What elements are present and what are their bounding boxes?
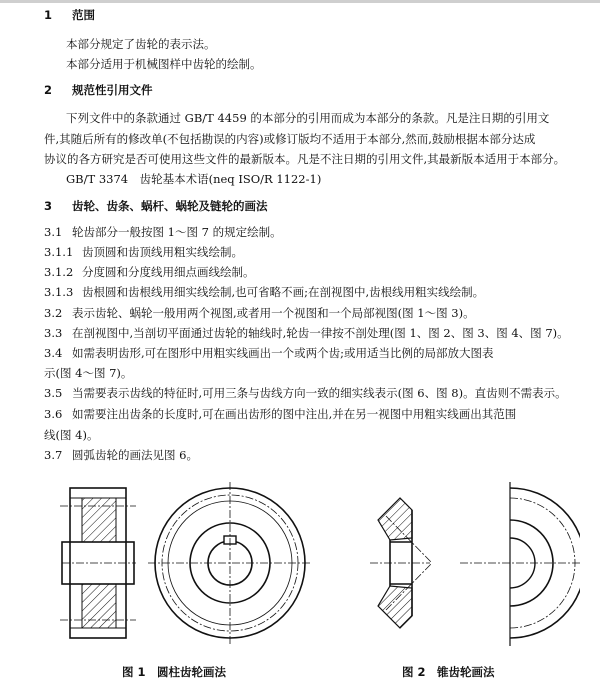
paragraph-line: 下列文件中的条款通过 GB/T 4459 的本部分的引用而成为本部分的条款。凡是注日期的引用文 <box>66 111 550 125</box>
bevel-gear-front-view <box>460 482 580 646</box>
clause-text: 如需要注出齿条的长度时,可在画出齿形的图中注出,并在另一视图中用粗实线画出其范围 <box>72 407 517 421</box>
clause-text: 分度圆和分度线用细点画线绘制。 <box>82 265 255 279</box>
clause-number: 3.5 <box>44 386 63 400</box>
paragraph-line: 协议的各方研究是否可使用这些文件的最新版本。凡是不注日期的引用文件,其最新版本适用于本部分。 <box>44 152 566 166</box>
bevel-gear-section-view <box>370 498 432 628</box>
clause-text: 在剖视图中,当剖切平面通过齿轮的轴线时,轮齿一律按不剖处理(图 1、图 2、图 3、图 4、图 7)。 <box>72 326 569 340</box>
clause-text: 表示齿轮、蜗轮一般用两个视图,或者用一个视图和一个局部视图(图 1～图 3)。 <box>72 306 475 320</box>
clause-number: 3.1 <box>44 225 63 239</box>
clause-number: 3.6 <box>44 407 63 421</box>
clause-number: 3.7 <box>44 448 63 462</box>
section-number: 3 <box>44 199 53 213</box>
clause-text: 齿根圆和齿根线用细实线绘制,也可省略不画;在剖视图中,齿根线用粗实线绘制。 <box>82 285 485 299</box>
figure-1-caption: 图 1 圆柱齿轮画法 <box>122 665 227 679</box>
section-2-heading <box>44 83 153 97</box>
clause-number: 3.2 <box>44 306 63 320</box>
clause-number: 3.1.2 <box>44 265 74 279</box>
paragraph: 本部分适用于机械图样中齿轮的绘制。 <box>66 57 262 71</box>
clause-item <box>44 428 98 442</box>
clause-item <box>44 225 282 239</box>
paragraph-line: 件,其随后所有的修改单(不包括勘误的内容)或修订版均不适用于本部分,然而,鼓励根据本部分达成 <box>44 132 536 146</box>
section-title: 规范性引用文件 <box>72 83 153 97</box>
figure-2-bevel-gear <box>360 480 580 650</box>
clause-item <box>44 285 484 299</box>
section-title: 齿轮、齿条、蜗杆、蜗轮及链轮的画法 <box>72 199 268 213</box>
figure-2-caption: 图 2 锥齿轮画法 <box>402 665 495 679</box>
clause-text: 示(图 4～图 7)。 <box>44 366 133 380</box>
clause-text: 齿顶圆和齿顶线用粗实线绘制。 <box>82 245 243 259</box>
clause-item <box>44 366 132 380</box>
clause-item <box>44 386 567 400</box>
clause-text: 线(图 4)。 <box>44 428 99 442</box>
top-border <box>0 0 600 3</box>
gear-section-view <box>60 488 136 638</box>
gear-front-view <box>148 482 310 646</box>
clause-number: 3.3 <box>44 326 63 340</box>
normative-reference: GB/T 3374 齿轮基本术语(neq ISO/R 1122-1) <box>66 172 322 186</box>
clause-item <box>44 326 569 340</box>
clause-text: 当需要表示齿线的特征时,可用三条与齿线方向一致的细实线表示(图 6、图 8)。直齿则不需表示。 <box>72 386 567 400</box>
clause-item <box>44 448 198 462</box>
clause-item <box>44 407 516 421</box>
clause-item <box>44 245 243 259</box>
clause-text: 如需表明齿形,可在图形中用粗实线画出一个或两个齿;或用适当比例的局部放大图表 <box>72 346 494 360</box>
clause-number: 3.4 <box>44 346 63 360</box>
section-number: 1 <box>44 8 53 22</box>
section-number: 2 <box>44 83 53 97</box>
figure-1-cylindrical-gear <box>60 480 310 650</box>
clause-number: 3.1.3 <box>44 285 74 299</box>
clause-item <box>44 346 494 360</box>
clause-item <box>44 265 255 279</box>
clause-text: 轮齿部分一般按图 1～图 7 的规定绘制。 <box>72 225 282 239</box>
section-3-heading <box>44 199 268 213</box>
section-title: 范围 <box>72 8 95 22</box>
section-1-heading <box>44 8 95 22</box>
clause-text: 圆弧齿轮的画法见图 6。 <box>72 448 198 462</box>
clause-item <box>44 306 475 320</box>
clause-number: 3.1.1 <box>44 245 74 259</box>
paragraph: 本部分规定了齿轮的表示法。 <box>66 37 216 51</box>
